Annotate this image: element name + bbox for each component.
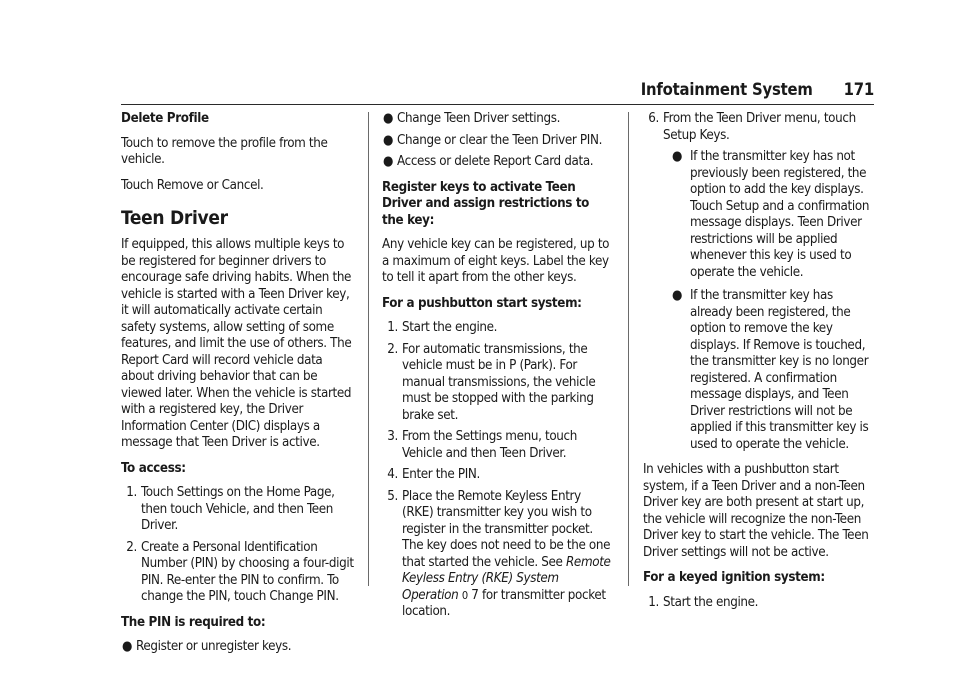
reference-page: 7 <box>471 587 479 603</box>
column-1 <box>121 111 357 665</box>
step-number: 2. <box>126 539 137 555</box>
step-text: Start the engine. <box>663 594 759 610</box>
section-title: Infotainment System <box>640 80 813 99</box>
list-item <box>382 154 614 171</box>
page-arrow-icon: 0 <box>461 588 468 602</box>
step-number: 5. <box>387 488 398 504</box>
list-item <box>121 540 357 606</box>
bullet-text: If the transmitter key has not previously been registered, the option to add the key displays. Touch Setup and a confirmation message displays. Teen Driver restrictions will be applied whenever this key is used to operate the vehicle. <box>690 149 870 280</box>
bullet-text: Change or clear the Teen Driver PIN. <box>397 132 603 148</box>
cross-reference-link[interactable]: Remote Keyless Entry (RKE) System Operation <box>402 554 611 603</box>
register-heading: Register keys to activate Teen Driver and assign restrictions to the key: <box>382 179 590 228</box>
step-text: Enter the PIN. <box>402 467 480 482</box>
bullet-text: Access or delete Report Card data. <box>397 154 594 169</box>
page-number: 171 <box>843 80 874 99</box>
list-item <box>643 111 877 453</box>
bullet-icon: ● <box>383 132 394 148</box>
pin-heading: The PIN is required to: <box>121 614 266 630</box>
bullet-text: Register or unregister keys. <box>136 639 292 654</box>
access-steps <box>121 485 357 606</box>
list-item <box>382 489 614 621</box>
list-item <box>382 467 614 484</box>
list-item <box>121 485 357 535</box>
column-divider-2 <box>628 112 629 586</box>
pushbutton-steps-continued <box>643 111 877 453</box>
list-item <box>382 342 614 425</box>
keyed-heading: For a keyed ignition system: <box>643 570 825 585</box>
bullet-icon: ● <box>672 149 683 164</box>
step-text: Create a Personal Identification Number (PIN) by choosing a four-digit PIN. Re-enter the PIN to confirm. To change the PIN, touch Change PIN. <box>141 539 354 604</box>
list-item <box>382 133 614 150</box>
list-item <box>382 320 614 337</box>
pin-list <box>121 639 357 656</box>
setup-keys-bullets <box>671 149 877 453</box>
step-text: From the Teen Driver menu, touch Setup Keys. <box>663 111 856 143</box>
column-divider-1 <box>368 112 369 586</box>
step-number: 4. <box>387 467 398 482</box>
pushbutton-steps <box>382 320 614 621</box>
list-item <box>643 595 877 612</box>
list-item <box>121 639 357 656</box>
list-item <box>671 288 877 453</box>
paragraph: Touch Remove or Cancel. <box>121 177 264 193</box>
step-text: Start the engine. <box>402 320 498 335</box>
step-number: 3. <box>387 429 398 444</box>
step-number: 6. <box>648 111 659 126</box>
paragraph: In vehicles with a pushbutton start system, if a Teen Driver and a non-Teen Driver key are both present at start up, the vehicle will recognize the non-Teen Driver key to start the vehicle. The Teen Driver settings will not be active. <box>643 462 869 560</box>
delete-profile-heading: Delete Profile <box>121 111 209 126</box>
column-2 <box>382 111 614 630</box>
step-text: Place the Remote Keyless Entry (RKE) transmitter key you wish to register in the transmitter pocket. The key does not need to be the one that started the vehicle. See <box>402 488 611 570</box>
list-item <box>671 149 877 281</box>
step-text-tail: for transmitter pocket location. <box>402 587 606 619</box>
access-heading: To access: <box>121 460 186 476</box>
bullet-text: If the transmitter key has already been registered, the option to remove the key displays. If Remove is touched, the transmitter key is no longer registered. A confirmation message displays, and Teen Driver restrictions will not be applied if this transmitter key is used to operate the vehicle. <box>690 288 869 452</box>
paragraph: Touch to remove the profile from the vehicle. <box>121 135 328 167</box>
step-number: 2. <box>387 341 398 357</box>
list-item <box>382 111 614 128</box>
step-text: For automatic transmissions, the vehicle must be in P (Park). For manual transmissions, the vehicle must be stopped with the parking brake set. <box>402 341 596 423</box>
paragraph: Any vehicle key can be registered, up to a maximum of eight keys. Label the key to tell it apart from the other keys. <box>382 237 610 285</box>
pushbutton-heading: For a pushbutton start system: <box>382 295 582 311</box>
keyed-steps <box>643 595 877 612</box>
step-number: 1. <box>387 320 398 335</box>
step-text: From the Settings menu, touch Vehicle and then Teen Driver. <box>402 429 577 461</box>
teen-driver-heading: Teen Driver <box>121 207 228 229</box>
pin-list-continued <box>382 111 614 171</box>
bullet-icon: ● <box>383 111 394 126</box>
bullet-icon: ● <box>122 639 133 654</box>
bullet-text: Change Teen Driver settings. <box>397 111 561 126</box>
column-3 <box>643 111 877 620</box>
step-number: 1. <box>126 485 137 500</box>
step-number: 1. <box>648 594 659 610</box>
list-item <box>382 429 614 462</box>
header-rule <box>121 104 874 105</box>
step-text: Touch Settings on the Home Page, then touch Vehicle, and then Teen Driver. <box>141 485 335 533</box>
page-header <box>641 80 874 99</box>
bullet-icon: ● <box>672 288 683 303</box>
bullet-icon: ● <box>383 154 394 169</box>
paragraph: If equipped, this allows multiple keys to be registered for beginner drivers to encourage safe driving habits. When the vehicle is started with a Teen Driver key, it will automatically activate certain safety systems, allow setting of some features, and limit the use of others. The Report Card will record vehicle data about driving behavior that can be viewed later. When the vehicle is started with a registered key, the Driver Information Center (DIC) displays a message that Teen Driver is active. <box>121 237 352 450</box>
